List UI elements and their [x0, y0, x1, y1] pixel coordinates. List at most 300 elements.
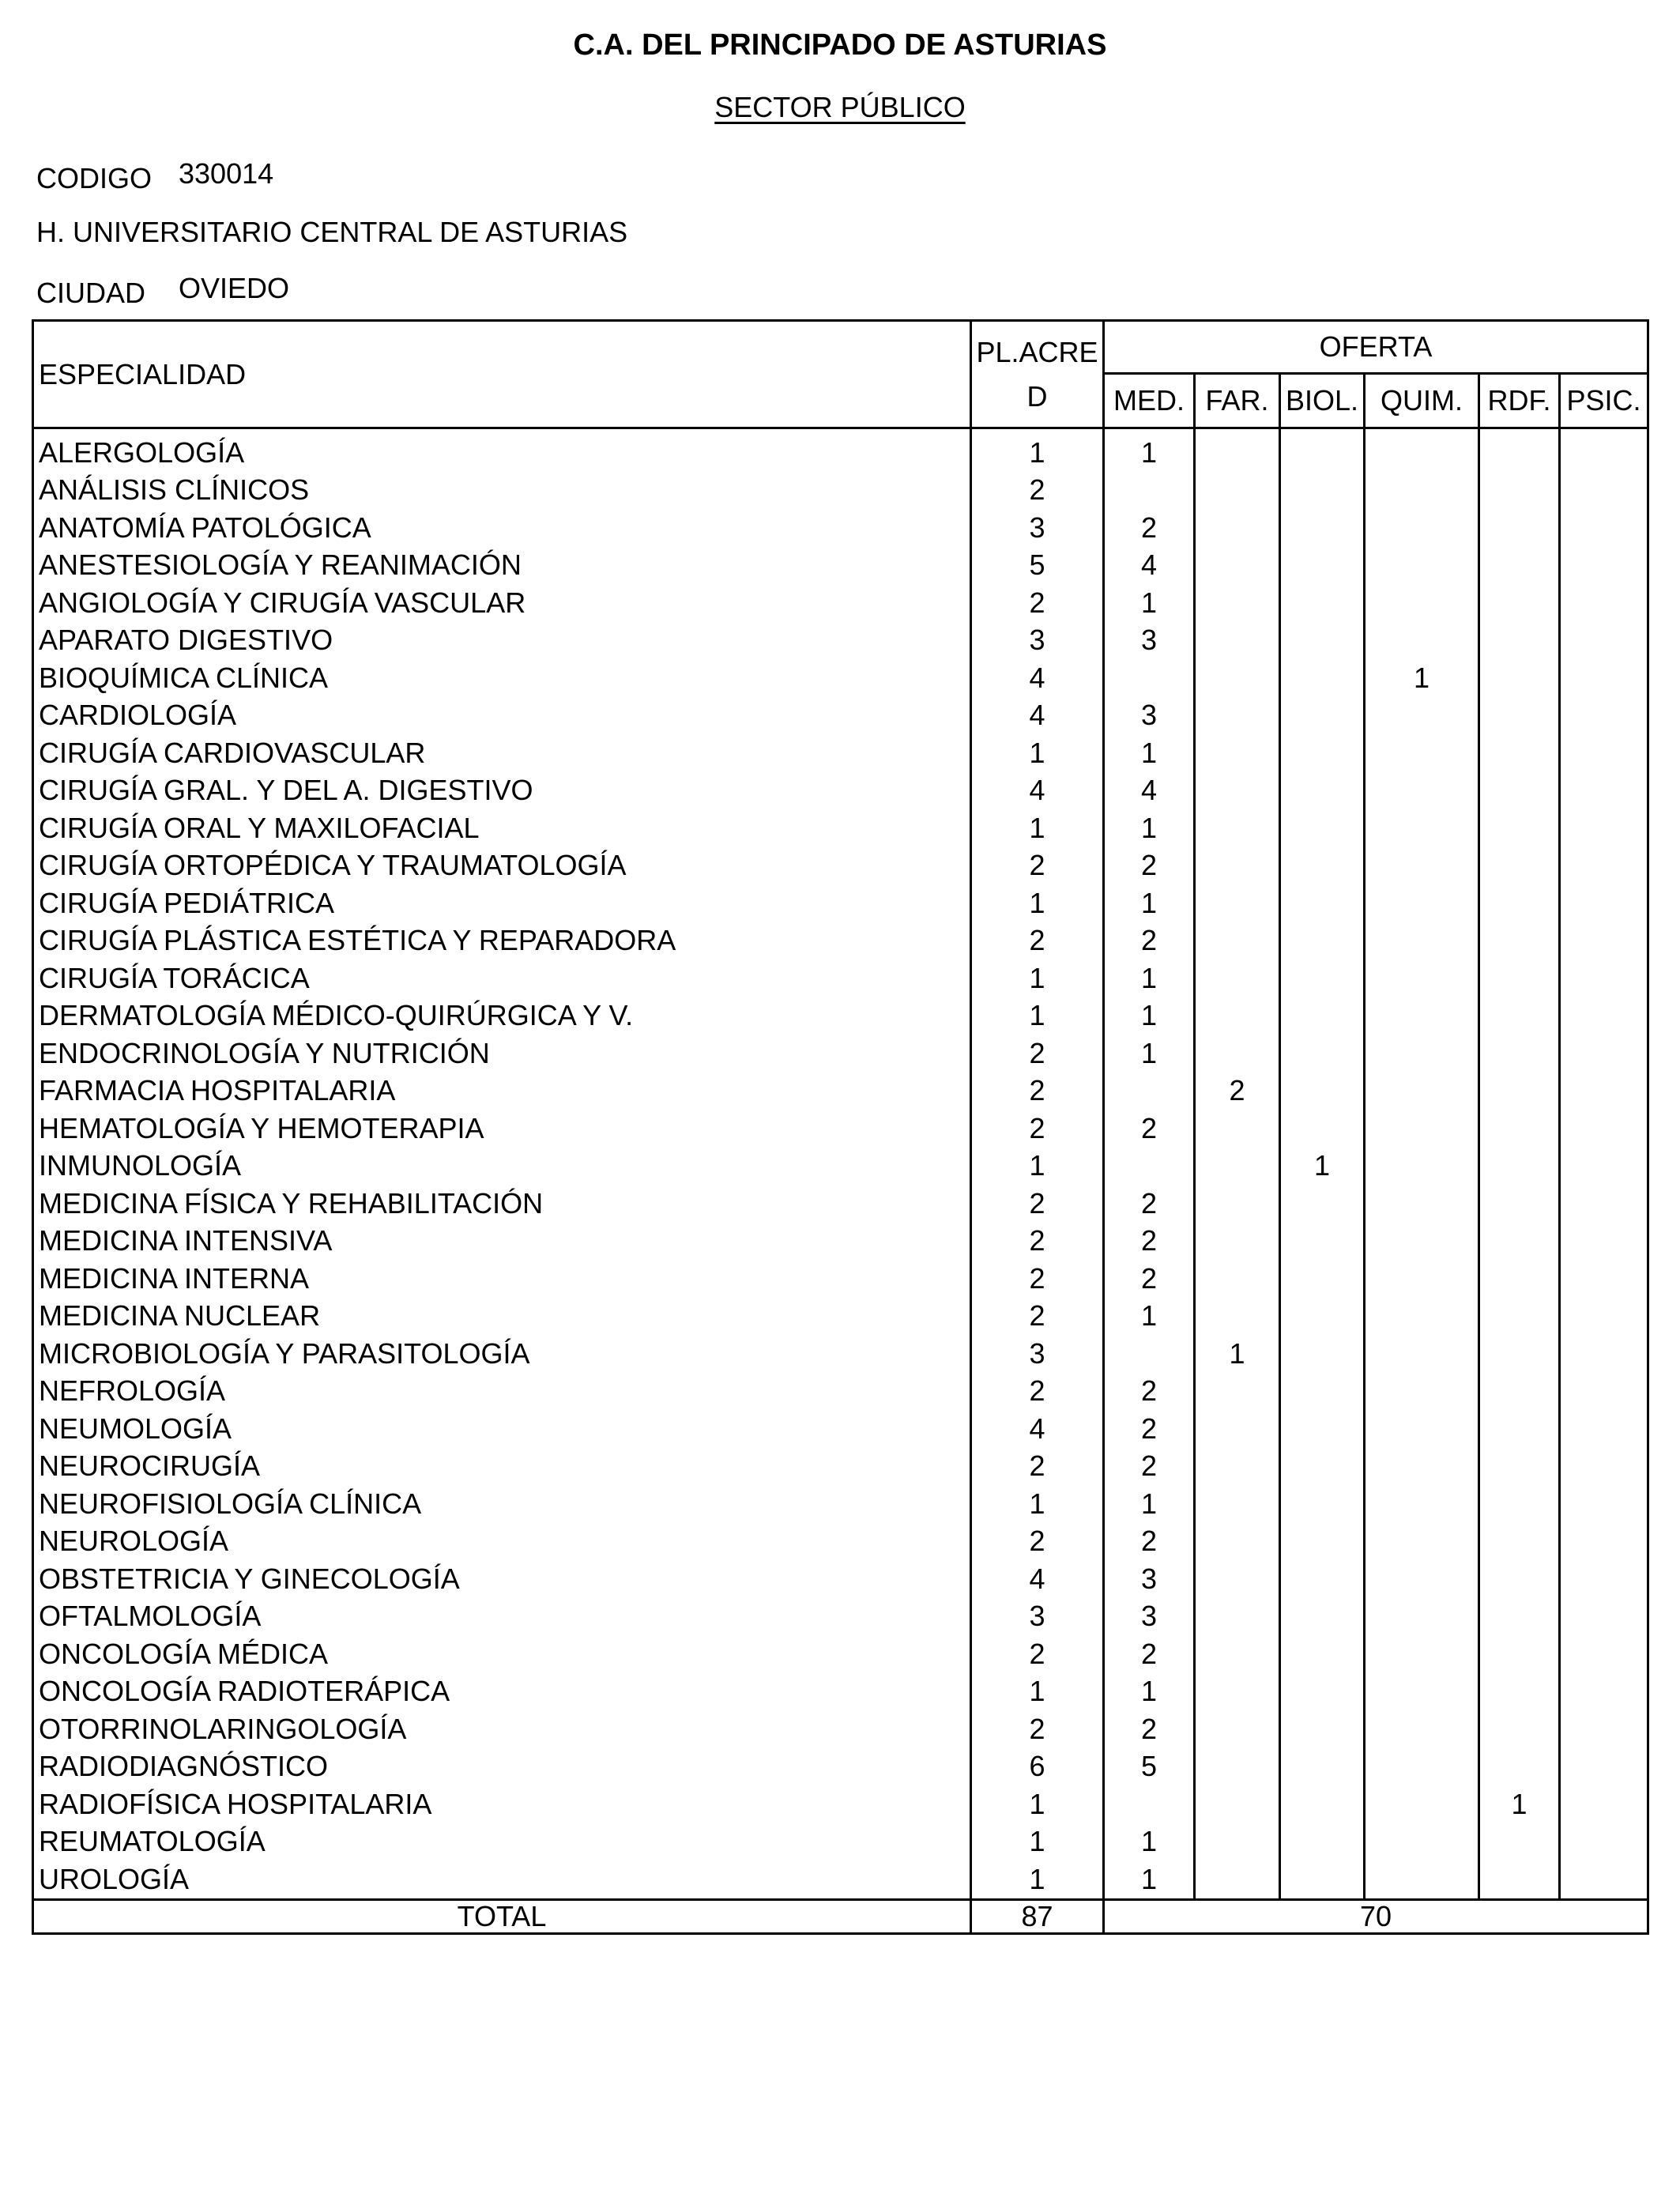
cell-psic — [1560, 547, 1648, 585]
cell-far — [1195, 1560, 1280, 1598]
table-row — [33, 772, 1648, 810]
cell-biol — [1280, 959, 1365, 997]
cell-biol — [1280, 472, 1365, 510]
table-row — [33, 734, 1648, 772]
header-psic: PSIC. — [1560, 374, 1648, 428]
table-row — [33, 697, 1648, 735]
cell-esp: ONCOLOGÍA RADIOTERÁPICA — [33, 1673, 971, 1711]
cell-quim — [1365, 697, 1479, 735]
hospital-name: H. UNIVERSITARIO CENTRAL DE ASTURIAS — [36, 216, 628, 248]
cell-rdf — [1479, 1673, 1560, 1711]
cell-quim — [1365, 1523, 1479, 1561]
cell-med: 3 — [1104, 697, 1195, 735]
codigo-label: CODIGO — [36, 162, 153, 194]
cell-psic — [1560, 622, 1648, 660]
cell-far — [1195, 1410, 1280, 1448]
cell-med: 2 — [1104, 1373, 1195, 1411]
cell-pl: 4 — [971, 1410, 1104, 1448]
cell-quim — [1365, 772, 1479, 810]
cell-rdf — [1479, 1410, 1560, 1448]
cell-esp: UROLOGÍA — [33, 1860, 971, 1899]
cell-med: 2 — [1104, 1410, 1195, 1448]
header-especialidad: ESPECIALIDAD — [33, 321, 971, 428]
cell-pl: 1 — [971, 1148, 1104, 1186]
cell-esp: ANÁLISIS CLÍNICOS — [33, 472, 971, 510]
cell-psic — [1560, 1748, 1648, 1786]
cell-biol — [1280, 1035, 1365, 1072]
cell-rdf — [1479, 1223, 1560, 1261]
cell-quim — [1365, 1185, 1479, 1223]
table-row — [33, 584, 1648, 622]
cell-esp: CIRUGÍA CARDIOVASCULAR — [33, 734, 971, 772]
cell-pl: 2 — [971, 1523, 1104, 1561]
cell-rdf — [1479, 1110, 1560, 1148]
cell-med: 4 — [1104, 547, 1195, 585]
cell-quim — [1365, 1710, 1479, 1748]
cell-quim — [1365, 1448, 1479, 1486]
cell-psic — [1560, 734, 1648, 772]
cell-far — [1195, 959, 1280, 997]
cell-pl: 2 — [971, 922, 1104, 960]
cell-rdf — [1479, 1185, 1560, 1223]
cell-rdf — [1479, 1710, 1560, 1748]
cell-far — [1195, 1860, 1280, 1899]
cell-biol — [1280, 1710, 1365, 1748]
cell-biol — [1280, 697, 1365, 735]
cell-pl: 3 — [971, 1335, 1104, 1373]
cell-med: 2 — [1104, 509, 1195, 547]
cell-psic — [1560, 1598, 1648, 1636]
cell-pl: 2 — [971, 584, 1104, 622]
cell-rdf — [1479, 547, 1560, 585]
cell-biol — [1280, 547, 1365, 585]
cell-biol — [1280, 1298, 1365, 1336]
especialidades-table — [32, 319, 1649, 1935]
cell-far — [1195, 1523, 1280, 1561]
cell-quim — [1365, 959, 1479, 997]
cell-rdf — [1479, 959, 1560, 997]
table-row — [33, 1823, 1648, 1861]
cell-esp: BIOQUÍMICA CLÍNICA — [33, 659, 971, 697]
cell-psic — [1560, 1635, 1648, 1673]
table-row — [33, 1035, 1648, 1072]
ciudad-line — [36, 272, 290, 310]
ciudad-label: CIUDAD — [36, 277, 146, 309]
cell-rdf — [1479, 1748, 1560, 1786]
codigo-value: 330014 — [179, 157, 274, 190]
cell-esp: MEDICINA NUCLEAR — [33, 1298, 971, 1336]
cell-quim — [1365, 1223, 1479, 1261]
cell-quim — [1365, 1748, 1479, 1786]
cell-med: 1 — [1104, 997, 1195, 1035]
cell-far — [1195, 1710, 1280, 1748]
cell-biol — [1280, 809, 1365, 847]
cell-quim — [1365, 547, 1479, 585]
table-row — [33, 428, 1648, 472]
cell-rdf — [1479, 1260, 1560, 1298]
cell-pl: 1 — [971, 734, 1104, 772]
table-row — [33, 959, 1648, 997]
cell-far — [1195, 997, 1280, 1035]
table-row — [33, 1785, 1648, 1823]
cell-rdf — [1479, 1448, 1560, 1486]
cell-med — [1104, 1148, 1195, 1186]
cell-esp: CIRUGÍA PLÁSTICA ESTÉTICA Y REPARADORA — [33, 922, 971, 960]
cell-psic — [1560, 509, 1648, 547]
cell-rdf — [1479, 922, 1560, 960]
cell-pl: 2 — [971, 1448, 1104, 1486]
table-row — [33, 1485, 1648, 1523]
cell-rdf — [1479, 509, 1560, 547]
cell-med — [1104, 472, 1195, 510]
cell-med: 5 — [1104, 1748, 1195, 1786]
cell-pl: 3 — [971, 622, 1104, 660]
cell-pl: 1 — [971, 997, 1104, 1035]
table-row — [33, 1148, 1648, 1186]
cell-quim — [1365, 1298, 1479, 1336]
cell-quim — [1365, 922, 1479, 960]
cell-med: 3 — [1104, 1598, 1195, 1636]
cell-psic — [1560, 1373, 1648, 1411]
cell-quim — [1365, 1035, 1479, 1072]
cell-rdf — [1479, 1148, 1560, 1186]
cell-far — [1195, 847, 1280, 885]
cell-biol — [1280, 1072, 1365, 1110]
header-quim: QUIM. — [1365, 374, 1479, 428]
cell-psic — [1560, 1223, 1648, 1261]
cell-esp: ALERGOLOGÍA — [33, 428, 971, 472]
table-row — [33, 1748, 1648, 1786]
cell-pl: 1 — [971, 1673, 1104, 1711]
cell-far — [1195, 1598, 1280, 1636]
cell-pl: 6 — [971, 1748, 1104, 1786]
cell-rdf — [1479, 734, 1560, 772]
cell-biol — [1280, 1260, 1365, 1298]
cell-psic — [1560, 884, 1648, 922]
cell-esp: HEMATOLOGÍA Y HEMOTERAPIA — [33, 1110, 971, 1148]
cell-biol — [1280, 1785, 1365, 1823]
cell-quim — [1365, 1148, 1479, 1186]
cell-esp: CIRUGÍA ORTOPÉDICA Y TRAUMATOLOGÍA — [33, 847, 971, 885]
cell-biol — [1280, 1373, 1365, 1411]
cell-pl: 3 — [971, 1598, 1104, 1636]
cell-med — [1104, 1785, 1195, 1823]
cell-esp: CIRUGÍA PEDIÁTRICA — [33, 884, 971, 922]
cell-psic — [1560, 1523, 1648, 1561]
cell-quim — [1365, 1072, 1479, 1110]
sector-label — [0, 91, 1680, 124]
total-row — [33, 1899, 1648, 1933]
cell-far — [1195, 1673, 1280, 1711]
table-row — [33, 547, 1648, 585]
table-row — [33, 1710, 1648, 1748]
cell-med: 2 — [1104, 1710, 1195, 1748]
cell-rdf — [1479, 1485, 1560, 1523]
cell-far — [1195, 884, 1280, 922]
cell-psic — [1560, 1823, 1648, 1861]
cell-pl: 2 — [971, 1072, 1104, 1110]
header-oferta: OFERTA — [1104, 321, 1648, 374]
table-row — [33, 1560, 1648, 1598]
cell-pl: 5 — [971, 547, 1104, 585]
table-row — [33, 1673, 1648, 1711]
cell-pl: 2 — [971, 1110, 1104, 1148]
cell-med: 2 — [1104, 1260, 1195, 1298]
cell-esp: ANESTESIOLOGÍA Y REANIMACIÓN — [33, 547, 971, 585]
cell-esp: NEUROLOGÍA — [33, 1523, 971, 1561]
cell-far — [1195, 1148, 1280, 1186]
cell-far — [1195, 772, 1280, 810]
cell-med: 1 — [1104, 809, 1195, 847]
cell-psic — [1560, 697, 1648, 735]
cell-far — [1195, 1748, 1280, 1786]
cell-quim — [1365, 1785, 1479, 1823]
cell-psic — [1560, 1785, 1648, 1823]
cell-med: 2 — [1104, 1635, 1195, 1673]
cell-far — [1195, 1448, 1280, 1486]
cell-med: 1 — [1104, 428, 1195, 472]
table-row — [33, 1448, 1648, 1486]
table-row — [33, 622, 1648, 660]
cell-rdf — [1479, 1560, 1560, 1598]
cell-rdf — [1479, 1298, 1560, 1336]
header-placred-line2: D — [1026, 379, 1048, 413]
cell-esp: DERMATOLOGÍA MÉDICO-QUIRÚRGICA Y V. — [33, 997, 971, 1035]
cell-quim — [1365, 1598, 1479, 1636]
cell-far — [1195, 1373, 1280, 1411]
codigo-line — [36, 157, 274, 195]
cell-pl: 2 — [971, 1710, 1104, 1748]
cell-esp: CIRUGÍA ORAL Y MAXILOFACIAL — [33, 809, 971, 847]
cell-rdf — [1479, 1035, 1560, 1072]
cell-rdf — [1479, 997, 1560, 1035]
cell-biol — [1280, 734, 1365, 772]
cell-esp: MEDICINA FÍSICA Y REHABILITACIÓN — [33, 1185, 971, 1223]
cell-far — [1195, 734, 1280, 772]
cell-pl: 1 — [971, 959, 1104, 997]
cell-far — [1195, 1635, 1280, 1673]
cell-far — [1195, 922, 1280, 960]
cell-quim — [1365, 884, 1479, 922]
cell-biol — [1280, 584, 1365, 622]
cell-rdf — [1479, 1072, 1560, 1110]
cell-pl: 2 — [971, 1260, 1104, 1298]
cell-far — [1195, 1298, 1280, 1336]
cell-biol — [1280, 772, 1365, 810]
cell-psic — [1560, 1673, 1648, 1711]
cell-med: 1 — [1104, 1298, 1195, 1336]
cell-esp: CARDIOLOGÍA — [33, 697, 971, 735]
cell-med — [1104, 659, 1195, 697]
cell-psic — [1560, 1035, 1648, 1072]
cell-rdf — [1479, 1635, 1560, 1673]
cell-quim — [1365, 1485, 1479, 1523]
cell-quim — [1365, 847, 1479, 885]
cell-med: 1 — [1104, 1485, 1195, 1523]
cell-pl: 2 — [971, 1298, 1104, 1336]
table-row — [33, 884, 1648, 922]
cell-biol — [1280, 1560, 1365, 1598]
cell-pl: 1 — [971, 884, 1104, 922]
cell-pl: 2 — [971, 847, 1104, 885]
cell-pl: 2 — [971, 1635, 1104, 1673]
cell-esp: FARMACIA HOSPITALARIA — [33, 1072, 971, 1110]
cell-med — [1104, 1335, 1195, 1373]
header-plazas-acreditadas — [971, 321, 1104, 428]
cell-far — [1195, 809, 1280, 847]
table-row — [33, 1072, 1648, 1110]
cell-psic — [1560, 1448, 1648, 1486]
cell-biol — [1280, 1410, 1365, 1448]
cell-esp: APARATO DIGESTIVO — [33, 622, 971, 660]
cell-biol — [1280, 1673, 1365, 1711]
cell-psic — [1560, 1072, 1648, 1110]
cell-far — [1195, 622, 1280, 660]
cell-med — [1104, 1072, 1195, 1110]
total-label: TOTAL — [33, 1899, 971, 1933]
cell-med: 3 — [1104, 1560, 1195, 1598]
cell-quim — [1365, 622, 1479, 660]
cell-rdf — [1479, 1823, 1560, 1861]
cell-quim — [1365, 1635, 1479, 1673]
cell-pl: 4 — [971, 772, 1104, 810]
cell-psic — [1560, 1148, 1648, 1186]
page-title: C.A. DEL PRINCIPADO DE ASTURIAS — [573, 28, 1107, 62]
cell-biol — [1280, 1110, 1365, 1148]
cell-biol — [1280, 1523, 1365, 1561]
cell-med: 2 — [1104, 1223, 1195, 1261]
cell-med: 1 — [1104, 1035, 1195, 1072]
cell-quim: 1 — [1365, 659, 1479, 697]
cell-esp: NEUROCIRUGÍA — [33, 1448, 971, 1486]
cell-rdf — [1479, 472, 1560, 510]
cell-quim — [1365, 809, 1479, 847]
cell-far: 2 — [1195, 1072, 1280, 1110]
header-placred-line1: PL.ACRE — [976, 335, 1098, 368]
cell-pl: 1 — [971, 1785, 1104, 1823]
cell-rdf — [1479, 1373, 1560, 1411]
table-row — [33, 1523, 1648, 1561]
cell-med: 1 — [1104, 959, 1195, 997]
cell-quim — [1365, 997, 1479, 1035]
cell-biol — [1280, 1748, 1365, 1786]
cell-far — [1195, 1485, 1280, 1523]
table-row — [33, 1110, 1648, 1148]
cell-far — [1195, 584, 1280, 622]
cell-biol — [1280, 1223, 1365, 1261]
cell-pl: 2 — [971, 1185, 1104, 1223]
cell-rdf — [1479, 1523, 1560, 1561]
cell-pl: 4 — [971, 659, 1104, 697]
cell-biol — [1280, 509, 1365, 547]
cell-pl: 1 — [971, 1485, 1104, 1523]
cell-far — [1195, 697, 1280, 735]
cell-esp: ANGIOLOGÍA Y CIRUGÍA VASCULAR — [33, 584, 971, 622]
cell-quim — [1365, 1823, 1479, 1861]
cell-biol — [1280, 922, 1365, 960]
cell-pl: 1 — [971, 809, 1104, 847]
cell-quim — [1365, 1110, 1479, 1148]
cell-esp: OFTALMOLOGÍA — [33, 1598, 971, 1636]
cell-psic — [1560, 809, 1648, 847]
cell-biol — [1280, 884, 1365, 922]
cell-med: 2 — [1104, 847, 1195, 885]
table-row — [33, 1298, 1648, 1336]
cell-quim — [1365, 1373, 1479, 1411]
cell-med: 2 — [1104, 1523, 1195, 1561]
cell-far — [1195, 472, 1280, 510]
cell-pl: 4 — [971, 1560, 1104, 1598]
table-row — [33, 1635, 1648, 1673]
cell-psic — [1560, 1335, 1648, 1373]
table-row — [33, 1373, 1648, 1411]
cell-biol — [1280, 622, 1365, 660]
cell-quim — [1365, 472, 1479, 510]
cell-esp: MEDICINA INTERNA — [33, 1260, 971, 1298]
cell-pl: 2 — [971, 472, 1104, 510]
table-row — [33, 997, 1648, 1035]
cell-esp: ENDOCRINOLOGÍA Y NUTRICIÓN — [33, 1035, 971, 1072]
cell-esp: NEUMOLOGÍA — [33, 1410, 971, 1448]
cell-psic — [1560, 959, 1648, 997]
cell-psic — [1560, 1860, 1648, 1899]
cell-pl: 2 — [971, 1223, 1104, 1261]
total-placred: 87 — [971, 1899, 1104, 1933]
cell-esp: MICROBIOLOGÍA Y PARASITOLOGÍA — [33, 1335, 971, 1373]
cell-pl: 1 — [971, 1860, 1104, 1899]
cell-esp: ONCOLOGÍA MÉDICA — [33, 1635, 971, 1673]
cell-far — [1195, 1823, 1280, 1861]
cell-med: 4 — [1104, 772, 1195, 810]
table-row — [33, 922, 1648, 960]
cell-far — [1195, 659, 1280, 697]
table-row — [33, 1260, 1648, 1298]
cell-esp: REUMATOLOGÍA — [33, 1823, 971, 1861]
cell-med: 1 — [1104, 1823, 1195, 1861]
cell-quim — [1365, 1860, 1479, 1899]
cell-med: 1 — [1104, 1860, 1195, 1899]
cell-far — [1195, 1223, 1280, 1261]
cell-pl: 4 — [971, 697, 1104, 735]
cell-med: 2 — [1104, 1448, 1195, 1486]
cell-med: 3 — [1104, 622, 1195, 660]
header-med: MED. — [1104, 374, 1195, 428]
cell-psic — [1560, 772, 1648, 810]
cell-esp: OTORRINOLARINGOLOGÍA — [33, 1710, 971, 1748]
cell-quim — [1365, 509, 1479, 547]
cell-med: 1 — [1104, 884, 1195, 922]
cell-biol — [1280, 997, 1365, 1035]
cell-pl: 1 — [971, 1823, 1104, 1861]
cell-psic — [1560, 1560, 1648, 1598]
table-row — [33, 1185, 1648, 1223]
cell-psic — [1560, 1110, 1648, 1148]
table-row — [33, 809, 1648, 847]
cell-psic — [1560, 1260, 1648, 1298]
header-rdf: RDF. — [1479, 374, 1560, 428]
cell-biol — [1280, 1598, 1365, 1636]
cell-far — [1195, 1035, 1280, 1072]
cell-far — [1195, 1110, 1280, 1148]
cell-rdf — [1479, 884, 1560, 922]
cell-rdf — [1479, 584, 1560, 622]
cell-biol — [1280, 428, 1365, 472]
cell-rdf — [1479, 772, 1560, 810]
cell-esp: RADIOFÍSICA HOSPITALARIA — [33, 1785, 971, 1823]
cell-far — [1195, 509, 1280, 547]
cell-quim — [1365, 428, 1479, 472]
cell-pl: 2 — [971, 1373, 1104, 1411]
